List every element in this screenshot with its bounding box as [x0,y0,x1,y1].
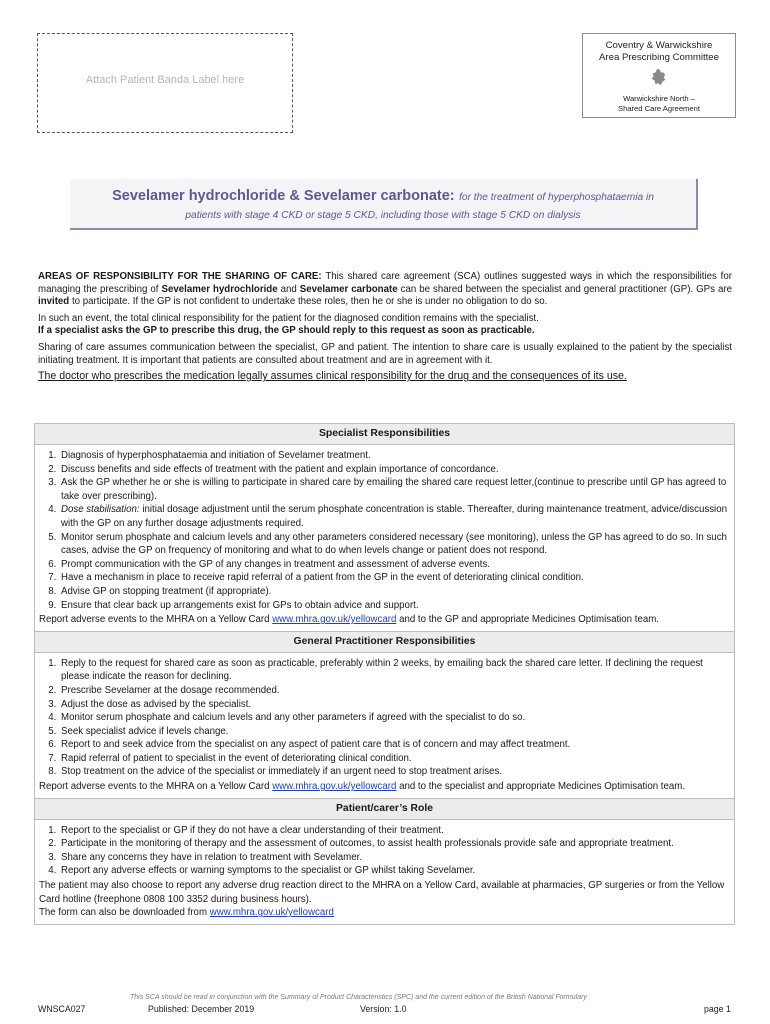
responsibility-paragraph: In such an event, the total clinical responsibility for the patient for the diagnosed condition remains with the specialist. If a specialist asks the GP to prescribe this drug, the GP should reply to this request as soon as practicable. [38,312,539,337]
list-item: 7. Rapid referral of patient to specialist in the event of deteriorating clinical condition. [59,752,730,766]
yellowcard-link[interactable]: www.mhra.gov.uk/yellowcard [209,907,334,919]
list-item: 2. Prescribe Sevelamer at the dosage recommended. [59,684,730,698]
list-item: 8. Stop treatment on the advice of the specialist or immediately if an urgent need to stop treatment arises. [59,765,730,779]
indication-text-2: patients with stage 4 CKD or stage 5 CKD, including those with stage 5 CKD on dialysis [185,210,581,221]
specialist-heading: Specialist Responsibilities [35,424,734,445]
version-label: Version: 1.0 [360,1004,407,1014]
list-item: 4. Report any adverse effects or warning symptoms to the specialist or GP whilst taking Sevelamer. [59,864,730,878]
sharing-paragraph: Sharing of care assumes communication between the specialist, GP and patient. The intention to share care is usually explained to the patient by the specialist initiating treatment. It is important that patients are consulted about treatment and are in agreement with it. [38,341,732,366]
patient-heading: Patient/carer’s Role [35,798,734,820]
list-item: 7. Have a mechanism in place to receive rapid referral of a patient from the GP in the event of deteriorating clinical condition. [59,571,730,585]
list-item: 6. Prompt communication with the GP of any changes in treatment and assessment of adverse events. [59,558,730,572]
patient-download-note: The form can also be downloaded from www.mhra.gov.uk/yellowcard [39,907,334,919]
page-number: page 1 [704,1004,731,1014]
warwickshire-map-icon [650,68,668,86]
list-item: 2. Participate in the monitoring of therapy and the assessment of outcomes, to assist health professionals provide safe and appropriate treatment. [59,837,730,851]
committee-name: Coventry & Warwickshire [605,40,713,51]
list-item: 3. Ask the GP whether he or she is willing to participate in shared care by emailing the shared care request letter,(continue to prescribe until GP has agreed to take over prescribing). [59,476,730,503]
legal-responsibility-note: The doctor who prescribes the medication legally assumes clinical responsibility for the drug and the consequences of its use. [38,370,627,383]
gp-list [39,657,730,779]
list-item: 2. Discuss benefits and side effects of treatment with the patient and explain importance of concordance. [59,463,730,477]
specialist-section [35,445,734,631]
gp-section [35,653,734,798]
list-item: 9. Ensure that clear back up arrangements exist for GPs to obtain advice and support. [59,599,730,613]
list-item: 1. Diagnosis of hyperphosphataemia and initiation of Sevelamer treatment. [59,449,730,463]
areas-paragraph: AREAS OF RESPONSIBILITY FOR THE SHARING OF CARE: This shared care agreement (SCA) outlines suggested ways in which the responsibilities for managing the prescribing of Sevelamer hydrochloride and Sevelamer carbonate can be shared between the specialist and general practitioner (GP). GPs are invited to participate. If the GP is not confident to undertake these roles, then he or she is under no obligation to do so. [38,271,732,308]
list-item: 3. Share any concerns they have in relation to treatment with Sevelamer. [59,851,730,865]
drug-title: Sevelamer hydrochloride & Sevelamer carbonate: [112,188,455,204]
indication-text: for the treatment of hyperphosphataemia in [459,192,654,203]
agreement-type: Warwickshire North – [623,94,695,103]
list-item: 5. Monitor serum phosphate and calcium levels and any other parameters considered necessary (see monitoring), unless the GP has agreed to do so. In such cases, advise the GP on frequency of monitoring and what to do when levels change or patient does not respond. [59,531,730,558]
patient-list [39,824,730,878]
list-item: 3. Adjust the dose as advised by the specialist. [59,698,730,712]
yellowcard-link[interactable]: www.mhra.gov.uk/yellowcard [272,614,397,626]
committee-subtitle: Area Prescribing Committee [599,52,719,63]
intro-section [38,271,732,383]
list-item: 4. Dose stabilisation: initial dosage adjustment until the serum phosphate concentration is stable. Thereafter, during maintenance treatment, advice/discussion with the GP on any further dosage adjustments required. [59,503,730,530]
list-item: 4. Monitor serum phosphate and calcium levels and any other parameters if agreed with the specialist to do so. [59,711,730,725]
patient-report-note: The patient may also choose to report any adverse drug reaction direct to the MHRA on a Yellow Card, available at pharmacies, GP surgeries or from the Yellow Card hotline (freephone 0808 100 3352 during business hours). [39,880,725,905]
spc-footer-note: This SCA should be read in conjunction with the Summary of Product Characteristics (SPC) and the current edition of the British National Formulary [130,994,587,1001]
gp-report-note: Report adverse events to the MHRA on a Yellow Card www.mhra.gov.uk/yellowcard and to the specialist and appropriate Medicines Optimisation team. [39,781,686,793]
areas-heading: AREAS OF RESPONSIBILITY FOR THE SHARING OF CARE: [38,271,322,282]
gp-heading: General Practitioner Responsibilities [35,631,734,653]
list-item: 8. Advise GP on stopping treatment (if appropriate). [59,585,730,599]
patient-section [35,820,734,924]
list-item: 6. Report to and seek advice from the specialist on any aspect of patient care that is of concern and may affect treatment. [59,738,730,752]
specialist-report-note: Report adverse events to the MHRA on a Yellow Card www.mhra.gov.uk/yellowcard and to the GP and appropriate Medicines Optimisation team. [39,614,659,626]
specialist-list [39,449,730,612]
document-code: WNSCA027 [38,1004,86,1014]
yellowcard-link[interactable]: www.mhra.gov.uk/yellowcard [272,781,397,793]
banda-label-text: Attach Patient Banda Label here [85,74,245,86]
list-item: 1. Reply to the request for shared care as soon as practicable, preferably within 2 weeks, by emailing back the shared care letter. If declining the request please indicate the reason for declining. [59,657,730,684]
agreement-type-2: Shared Care Agreement [618,104,700,113]
published-date: Published: December 2019 [148,1004,255,1014]
committee-box [582,33,736,118]
document-title-box [70,179,698,230]
patient-label-area [37,33,293,133]
list-item: 5. Seek specialist advice if levels change. [59,725,730,739]
responsibilities-table [34,423,735,925]
list-item: 1. Report to the specialist or GP if they do not have a clear understanding of their treatment. [59,824,730,838]
